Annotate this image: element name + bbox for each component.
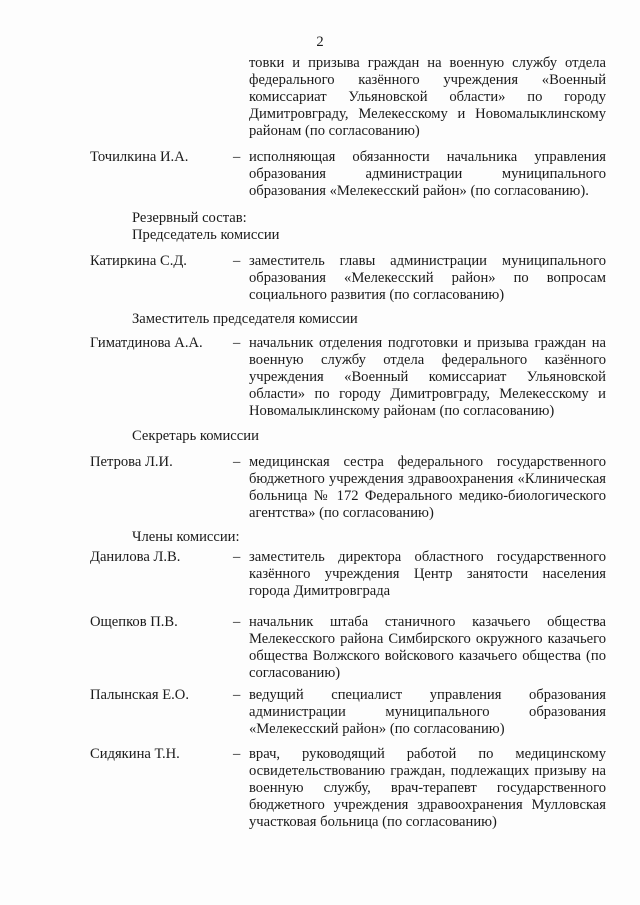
dash: – xyxy=(233,614,241,630)
members-heading: Члены комиссии: xyxy=(132,529,240,545)
member-role: исполняющая обязанности начальника управления образования администрации муниципального образования «Мелекесский район» (по согласованию). xyxy=(249,149,606,199)
dash: – xyxy=(233,549,241,565)
member-name: Палынская Е.О. xyxy=(90,687,189,703)
reserve-heading: Резервный состав: xyxy=(132,210,247,226)
member-role: заместитель директора областного государственного казённого учреждения Центр занятости населения города Димитровграда xyxy=(249,549,606,599)
member-role: ведущий специалист управления образования администрации муниципального образования «Мелекесский район» (по согласованию) xyxy=(249,687,606,737)
chairman-name: Катиркина С.Д. xyxy=(90,253,187,269)
secretary-name: Петрова Л.И. xyxy=(90,454,173,470)
member-role: начальник штаба станичного казачьего общества Мелекесского района Симбирского окружного казачьего общества Волжского войскового казачьего общества (по согласованию) xyxy=(249,614,606,681)
page-number: 2 xyxy=(316,34,324,50)
member-name: Ощепков П.В. xyxy=(90,614,178,630)
dash: – xyxy=(233,335,241,351)
dash: – xyxy=(233,253,241,269)
dash: – xyxy=(233,687,241,703)
chairman-heading: Председатель комиссии xyxy=(132,227,280,243)
dash: – xyxy=(233,746,241,762)
member-name: Данилова Л.В. xyxy=(90,549,181,565)
secretary-heading: Секретарь комиссии xyxy=(132,428,259,444)
chairman-role: заместитель главы администрации муниципального образования «Мелекесский район» по вопросам социального развития (по согласованию) xyxy=(249,253,606,303)
dash: – xyxy=(233,454,241,470)
continuation-text: товки и призыва граждан на военную службу отдела федерального казённого учреждения «Военный комиссариат Ульяновской области» по городу Димитровграду, Мелекесскому и Новомалыклинскому районам (по согласованию) xyxy=(249,55,606,139)
deputy-heading: Заместитель председателя комиссии xyxy=(132,311,358,327)
deputy-role: начальник отделения подготовки и призыва граждан на военную службу отдела федерального казённого учреждения «Военный комиссариат Ульяновской области» по городу Димитровграду, Мелекесскому и Новомалыклинскому районам (по согласованию) xyxy=(249,335,606,419)
member-name: Точилкина И.А. xyxy=(90,149,189,165)
secretary-role: медицинская сестра федерального государственного бюджетного учреждения здравоохранения «Клиническая больница № 172 Федерального медико-биологического агентства» (по согласованию) xyxy=(249,454,606,521)
member-name: Сидякина Т.Н. xyxy=(90,746,180,762)
deputy-name: Гиматдинова А.А. xyxy=(90,335,203,351)
dash: – xyxy=(233,149,241,165)
member-role: врач, руководящий работой по медицинскому освидетельствованию граждан, подлежащих призыву на военную службу, врач-терапевт государственного бюджетного учреждения здравоохранения Мулловская участковая больница (по согласованию) xyxy=(249,746,606,830)
